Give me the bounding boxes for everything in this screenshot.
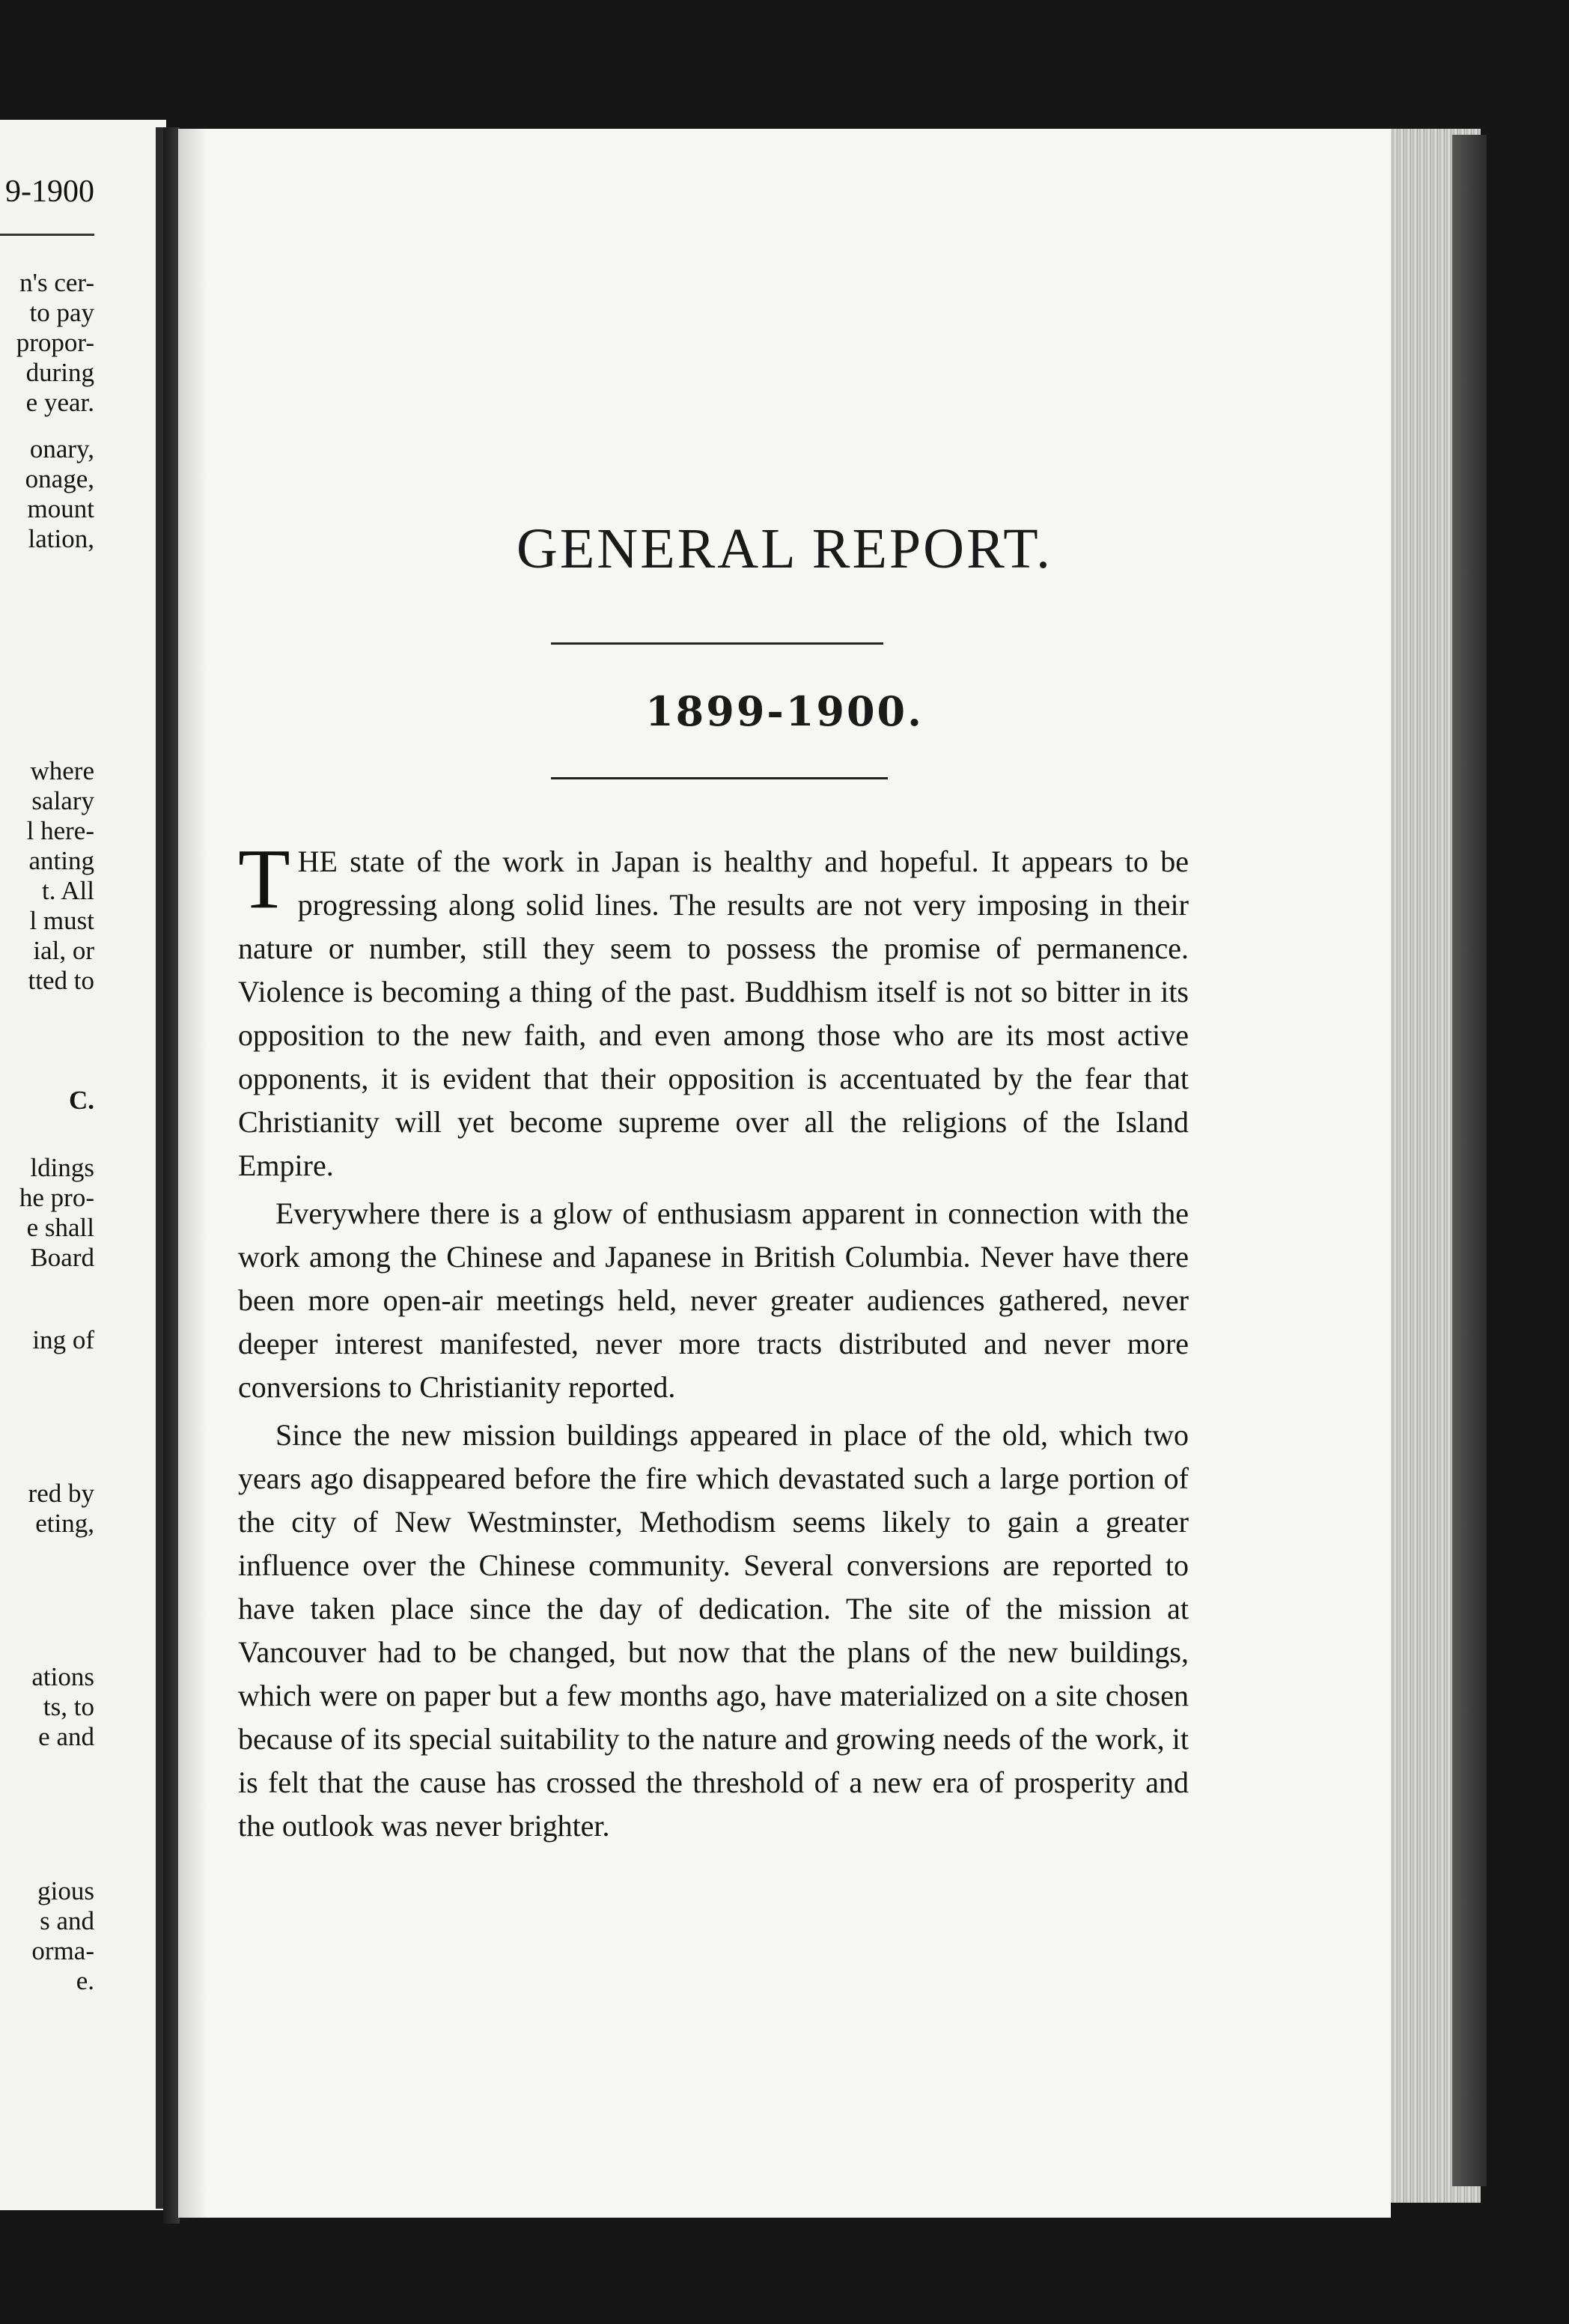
paragraph-1-text: HE state of the work in Japan is healthy and hopeful. It appears to be progressing along solid lines. The results are not very imposing in their nature or number, still they seem to possess the promise of permanence. Violence is becoming a thing of the past. Buddhism itself is not so bitter in its opposition to the new faith, and even among those who are its most active opponents, it is evident that their opposition is accentuated by the fear that Christianity will yet become supreme over all the religions of the Island Empire. xyxy=(238,845,1189,1182)
left-line-26: ations xyxy=(31,1662,94,1691)
left-line-27: ts, to xyxy=(43,1692,94,1721)
left-line-29: gious xyxy=(37,1876,94,1905)
left-line-32: e. xyxy=(76,1966,94,1995)
left-running-head: 9-1900 xyxy=(5,174,94,209)
left-line-1: n's cer- xyxy=(19,268,94,297)
left-line-23: ing of xyxy=(32,1325,94,1354)
paragraph-1 xyxy=(238,831,1189,1187)
gutter-shadow xyxy=(178,129,208,2218)
report-body xyxy=(238,831,1189,1852)
book-block-edge xyxy=(1452,135,1487,2186)
left-line-28: e and xyxy=(38,1722,94,1751)
drop-cap: T xyxy=(238,831,290,926)
left-line-11: salary xyxy=(31,786,94,815)
left-page-edge xyxy=(156,127,163,2209)
title-rule-top xyxy=(551,642,883,645)
left-line-3: propor- xyxy=(16,328,94,357)
left-line-6: onary, xyxy=(29,434,94,463)
left-line-15: l must xyxy=(29,906,94,935)
book-gutter xyxy=(163,127,180,2224)
left-line-10: where xyxy=(30,756,94,785)
left-line-25: eting, xyxy=(35,1509,94,1538)
left-line-24: red by xyxy=(28,1479,94,1508)
left-line-13: anting xyxy=(28,846,94,875)
left-line-2: to pay xyxy=(29,298,94,327)
left-line-18: C. xyxy=(68,1086,94,1115)
left-header-rule xyxy=(0,234,94,236)
left-line-22: Board xyxy=(30,1243,94,1272)
paragraph-2: Everywhere there is a glow of enthusiasm apparent in connection with the work among the Chinese and Japanese in British Columbia. Never have there been more open-air meetings held, never greater audiences gathered, never deeper interest manifested, never more tracts distributed and never more conversions to Christianity reported. xyxy=(238,1196,1189,1404)
left-line-19: ldings xyxy=(30,1153,94,1182)
left-line-31: orma- xyxy=(31,1936,94,1965)
left-line-4: during xyxy=(25,358,94,387)
left-line-14: t. All xyxy=(41,876,94,905)
report-title: GENERAL REPORT. xyxy=(517,517,1052,580)
left-line-16: ial, or xyxy=(33,936,94,965)
left-line-21: e shall xyxy=(26,1213,94,1242)
left-line-8: mount xyxy=(27,494,94,523)
left-line-17: tted to xyxy=(28,966,94,995)
report-year: 1899-1900. xyxy=(645,687,924,735)
left-facing-page xyxy=(0,120,166,2210)
left-line-5: e year. xyxy=(25,388,94,417)
title-rule-bottom xyxy=(551,777,888,779)
left-line-12: l here- xyxy=(26,816,94,845)
left-line-7: onage, xyxy=(25,464,94,493)
left-line-30: s and xyxy=(40,1906,94,1935)
left-line-9: lation, xyxy=(28,524,94,553)
paragraph-3: Since the new mission buildings appeared in place of the old, which two years ago disappeared before the fire which devastated such a large portion of the city of New Westminster, Methodism seems likely to gain a greater influence over the Chinese community. Several conversions are reported to have taken place since the day of dedication. The site of the mission at Vancouver had to be changed, but now that the plans of the new buildings, which were on paper but a few months ago, have materialized on a site chosen because of its special suitability to the nature and growing needs of the work, it is felt that the cause has crossed the threshold of a new era of prosperity and the outlook was never brighter. xyxy=(238,1418,1189,1843)
left-line-20: he pro- xyxy=(19,1183,94,1212)
